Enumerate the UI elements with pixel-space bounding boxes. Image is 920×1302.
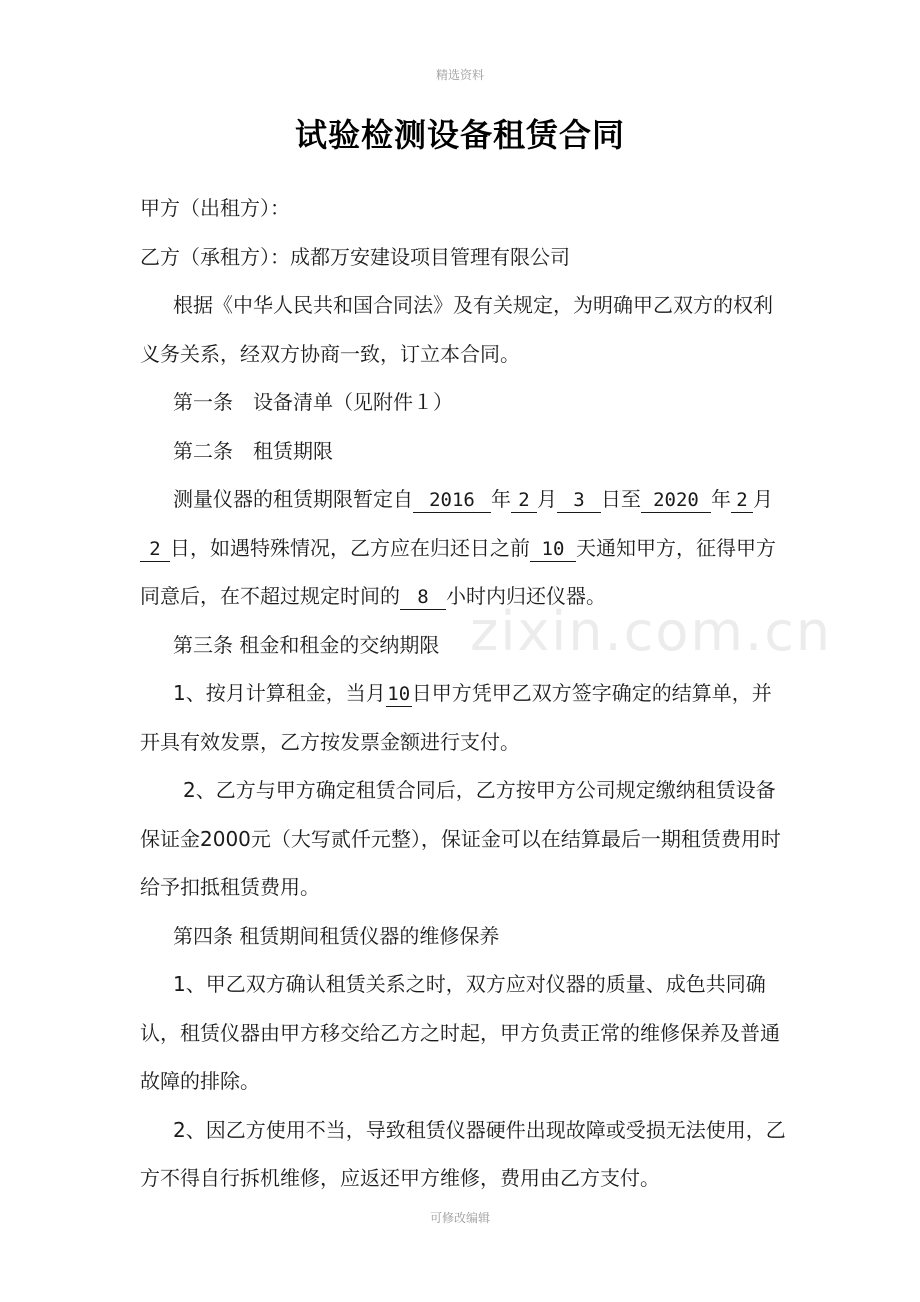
- watermark: zixin.com.cn: [470, 600, 833, 663]
- notice-days-field: 10: [530, 537, 576, 562]
- billing-date-field: 10: [387, 683, 411, 705]
- maintenance-clause-2: 2、因乙方使用不当，导致租赁仪器硬件出现故障或受损无法使用，乙方不得自行拆机维修，应返还甲方维修，费用由乙方支付。: [140, 1117, 786, 1190]
- rent-clause-2: 2、乙方与甲方确定租赁合同后，乙方按甲方公司规定缴纳租赁设备保证金2000元（大写贰仟元整），保证金可以在结算最后一期租赁费用时给予扣抵租赁费用。: [140, 778, 781, 899]
- article-1-heading: 第一条 设备清单（见附件１）: [173, 390, 453, 414]
- page-footer: 可修改编辑: [429, 1211, 490, 1225]
- start-month-field: 2: [511, 488, 537, 513]
- rent-clause-1: [140, 669, 790, 766]
- rent-text-2: 日甲方凭甲乙双方签字确定的结算单，并开具有效发票，乙方按发票金额进行支付。: [140, 681, 772, 754]
- term-text-3: 天通知甲方，征得甲方同意后，在不超过规定时间的: [140, 535, 776, 608]
- end-day-field: 2: [140, 537, 170, 562]
- party-a-line: 甲方（出租方）：: [140, 196, 290, 220]
- start-day-field: 3: [557, 488, 601, 513]
- term-month-label-2: 月: [753, 487, 773, 511]
- party-b-line: 乙方（承租方）：成都万安建设项目管理有限公司: [140, 244, 570, 269]
- term-text-2: 日，如遇特殊情况，乙方应在归还日之前: [170, 535, 530, 560]
- document-title: 试验检测设备租赁合同: [294, 116, 625, 154]
- term-paragraph: [140, 475, 790, 621]
- article-4-heading: 第四条 租赁期间租赁仪器的维修保养: [173, 923, 500, 948]
- contract-body: [140, 184, 790, 1203]
- term-text-1: 测量仪器的租赁期限暂定自: [173, 487, 413, 511]
- article-3-heading: 第三条 租金和租金的交纳期限: [173, 632, 440, 657]
- term-day-to-label: 日至: [601, 487, 641, 511]
- article-2-heading: 第二条 租赁期限: [173, 438, 333, 463]
- return-hours-field: 8: [400, 585, 446, 610]
- term-text-4: 小时内归还仪器。: [446, 584, 606, 608]
- page-header: 精选资料: [435, 68, 484, 82]
- maintenance-clause-1: 1、甲乙双方确认租赁关系之时，双方应对仪器的质量、成色共同确认，租赁仪器由甲方移交给乙方之时起，甲方负责正常的维修保养及普通故障的排除。: [140, 972, 780, 1093]
- end-month-field: 2: [731, 488, 753, 513]
- end-year-field: 2020: [641, 488, 711, 513]
- intro-paragraph: 根据《中华人民共和国合同法》及有关规定，为明确甲乙双方的权利义务关系，经双方协商一致，订立本合同。: [140, 293, 773, 366]
- term-month-label: 月: [537, 487, 557, 511]
- term-year-label-2: 年: [711, 487, 731, 511]
- rent-text-1: 1、按月计算租金，当月: [173, 681, 386, 705]
- start-year-field: 2016: [413, 488, 491, 513]
- term-year-label: 年: [491, 487, 511, 511]
